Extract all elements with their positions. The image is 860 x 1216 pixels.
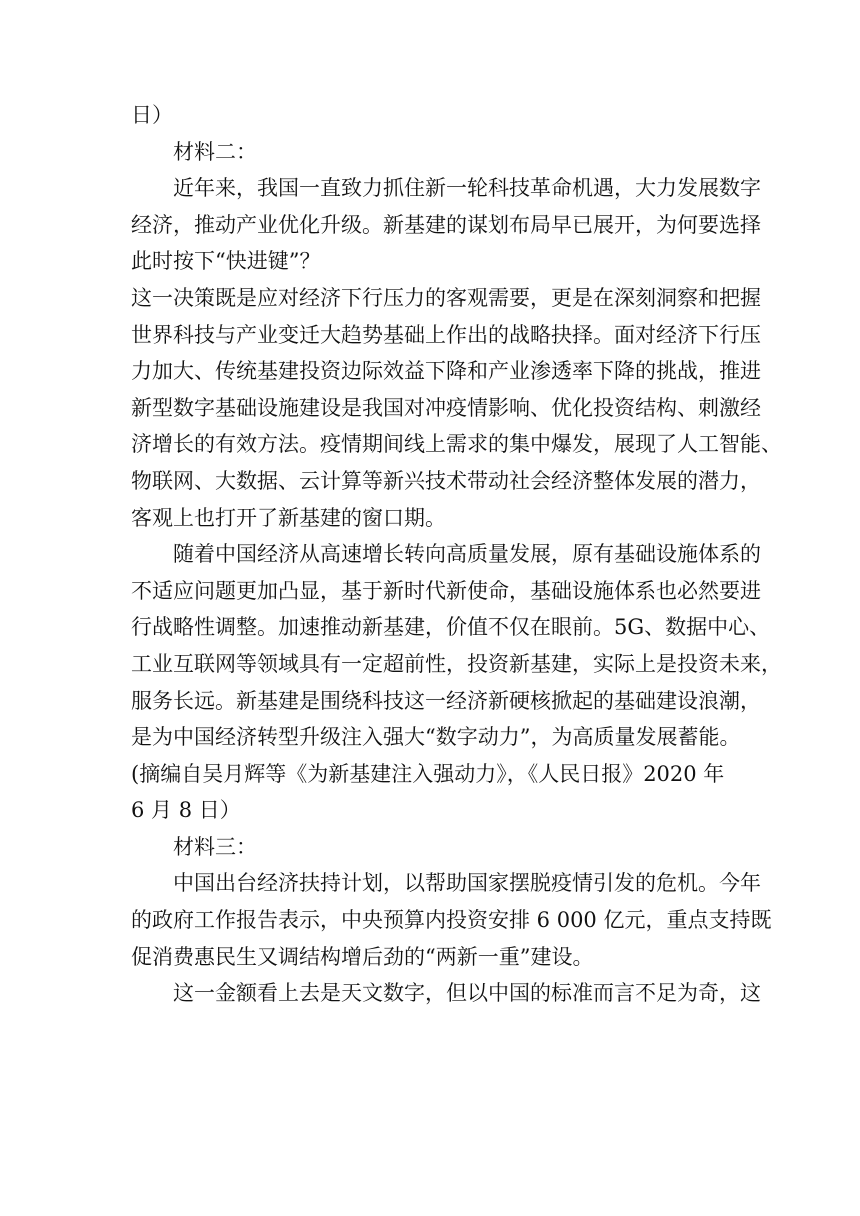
text-line: 经济，推动产业优化升级。新基建的谋划布局早已展开，为何要选择	[131, 212, 761, 237]
text-line: 行战略性调整。加速推动新基建，价值不仅在眼前。5G、数据中心、	[131, 615, 771, 640]
section-heading-material-3: 材料三：	[173, 834, 257, 859]
text-line: 客观上也打开了新基建的窗口期。	[131, 505, 446, 530]
text-line: 近年来，我国一直致力抓住新一轮科技革命机遇，大力发展数字	[173, 176, 761, 201]
text-line: 力加大、传统基建投资边际效益下降和产业渗透率下降的挑战，推进	[131, 359, 761, 384]
text-line: 工业互联网等领域具有一定超前性，投资新基建，实际上是投资未来，	[131, 651, 782, 676]
document-body	[131, 97, 782, 1012]
text-line: 这一金额看上去是天文数字，但以中国的标准而言不足为奇，这	[173, 981, 761, 1006]
text-line: 日）	[131, 103, 173, 127]
text-line: 不适应问题更加凸显，基于新时代新使命，基础设施体系也必然要进	[131, 578, 761, 603]
citation-line: (摘编自吴月辉等《为新基建注入强动力》，《人民日报》2020 年	[131, 761, 725, 786]
text-line: 此时按下“快进键”？	[131, 249, 321, 274]
text-line: 物联网、大数据、云计算等新兴技术带动社会经济整体发展的潜力，	[131, 468, 761, 493]
section-heading-material-2: 材料二：	[173, 139, 257, 164]
text-line: 这一决策既是应对经济下行压力的客观需要，更是在深刻洞察和把握	[131, 285, 761, 310]
citation-line: 6 月 8 日）	[131, 798, 241, 823]
text-line: 中国出台经济扶持计划，以帮助国家摆脱疫情引发的危机。今年	[173, 871, 761, 896]
text-line: 世界科技与产业变迁大趋势基础上作出的战略抉择。面对经济下行压	[131, 322, 761, 347]
text-line: 服务长远。新基建是围绕科技这一经济新硬核掀起的基础建设浪潮，	[131, 688, 761, 713]
text-line: 济增长的有效方法。疫情期间线上需求的集中爆发，展现了人工智能、	[131, 432, 782, 457]
text-line: 是为中国经济转型升级注入强大“数字动力”，为高质量发展蓄能。	[131, 725, 741, 750]
text-line: 新型数字基础设施建设是我国对冲疫情影响、优化投资结构、刺激经	[131, 395, 761, 420]
text-line: 的政府工作报告表示，中央预算内投资安排 6 000 亿元，重点支持既	[131, 908, 772, 933]
text-line: 促消费惠民生又调结构增后劲的“两新一重”建设。	[131, 944, 594, 969]
text-line: 随着中国经济从高速增长转向高质量发展，原有基础设施体系的	[173, 542, 761, 567]
